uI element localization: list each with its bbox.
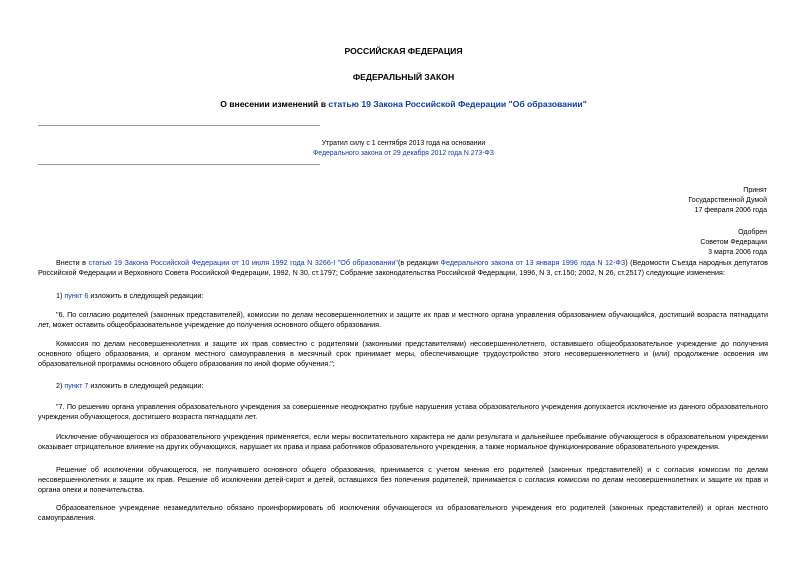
item-1-rest: изложить в следующей редакции: — [88, 291, 204, 300]
paragraph-7: "7. По решению органа управления образовательного учреждения за совершенные неоднократно грубые нарушения устава образовательного учреждения допускается исключение из данного образовательного учреждения обучающегося, достигшего возраста пятнадцати лет. — [38, 402, 768, 421]
law-12fz-link[interactable]: Федерального закона от 13 января 1996 года N 12-ФЗ — [440, 258, 626, 267]
adopted-date: 17 февраля 2006 года — [694, 207, 767, 215]
item-2 — [38, 381, 768, 391]
country-heading: РОССИЙСКАЯ ФЕДЕРАЦИЯ — [344, 46, 463, 56]
adopted-block — [688, 186, 767, 216]
paragraph-6: "6. По согласию родителей (законных представителей), комиссии по делам несовершеннолетних и защите их прав и местного органа управления образованием обучающийся, достигший возраста пятнадцати лет, может оставить общеобразовательное учреждение до получения основного общего образования. — [38, 310, 768, 329]
article-19-link[interactable]: статью 19 Закона Российской Федерации от 10 июля 1992 года N 3266-I "Об образовании" — [88, 258, 398, 267]
item-7-link[interactable]: пункт 7 — [64, 381, 89, 390]
item-2-rest: изложить в следующей редакции: — [88, 381, 204, 390]
top-divider — [38, 125, 320, 126]
approved-date: 3 марта 2006 года — [708, 249, 767, 257]
adopted-body: Государственной Думой — [688, 197, 767, 205]
intro-text-3: ) (Ведомости Съезда народных депутатов Российской Федерации и Верховного Совета Российской Федерации, 1992, N 30, ст.1797; Собрание законодательства Российской Федерации, 1996, N 3, ст.150; 2002, N 26, ст.2517) следующие изменения: — [38, 258, 768, 277]
paragraph-7-part-4: Образовательное учреждение незамедлительно обязано проинформировать об исключении обучающегося из образовательного учреждения его родителей (законных представителей) и орган местного самоуправления. — [38, 503, 768, 522]
approved-block — [700, 228, 767, 258]
paragraph-7-part-2: Исключение обучающегося из образовательного учреждения применяется, если меры воспитательного характера не дали результата и дальнейшее пребывание обучающегося в образовательном учреждении оказывает отрицательное влияние на других обучающихся, нарушает их права и права работников образовательного учреждения, а также нормальное функционирование образовательного учреждения. — [38, 432, 768, 451]
repeal-law-link[interactable]: Федерального закона от 29 декабря 2012 года N 273-ФЗ — [313, 150, 494, 157]
intro-text-1: Внести в — [56, 258, 89, 267]
item-1-number: 1) — [56, 291, 65, 300]
status-note-line2 — [0, 149, 807, 159]
intro-paragraph — [38, 258, 768, 278]
paragraph-7-part-3: Решение об исключении обучающегося, не получившего основного общего образования, принимается с учетом мнения его родителей (законных представителей) и с согласия комиссии по делам несовершеннолетних и защите их прав. Решение об исключении детей-сирот и детей, оставшихся без попечения родителей, принимается с согласия комиссии по делам несовершеннолетних и защите их прав и органа опеки и попечительства. — [38, 465, 768, 494]
status-note-line1: Утратил силу с 1 сентября 2013 года на основании — [321, 140, 486, 147]
adopted-label: Принят — [743, 187, 767, 194]
item-1 — [38, 291, 768, 301]
intro-text-2: (в редакции — [397, 258, 441, 267]
law-title-link[interactable]: статью 19 Закона Российской Федерации "Об образовании" — [328, 99, 587, 109]
bottom-divider — [38, 164, 320, 165]
item-2-number: 2) — [56, 381, 65, 390]
doc-type-heading: ФЕДЕРАЛЬНЫЙ ЗАКОН — [352, 72, 455, 82]
approved-label: Одобрен — [738, 229, 767, 236]
law-title — [0, 99, 807, 111]
law-title-prefix: О внесении изменений в — [220, 99, 329, 109]
approved-body: Советом Федерации — [700, 239, 767, 247]
item-6-link[interactable]: пункт 6 — [64, 291, 89, 300]
paragraph-6-part-2: Комиссия по делам несовершеннолетних и защите их прав совместно с родителями (законными представителями) несовершеннолетнего, оставившего общеобразовательное учреждение до получения основного общего образования, и органом местного самоуправления в месячный срок принимает меры, обеспечивающие трудоустройство этого несовершеннолетнего и (или) продолжение освоения им образовательной программы основного общего образования по иной форме обучения."; — [38, 339, 768, 368]
